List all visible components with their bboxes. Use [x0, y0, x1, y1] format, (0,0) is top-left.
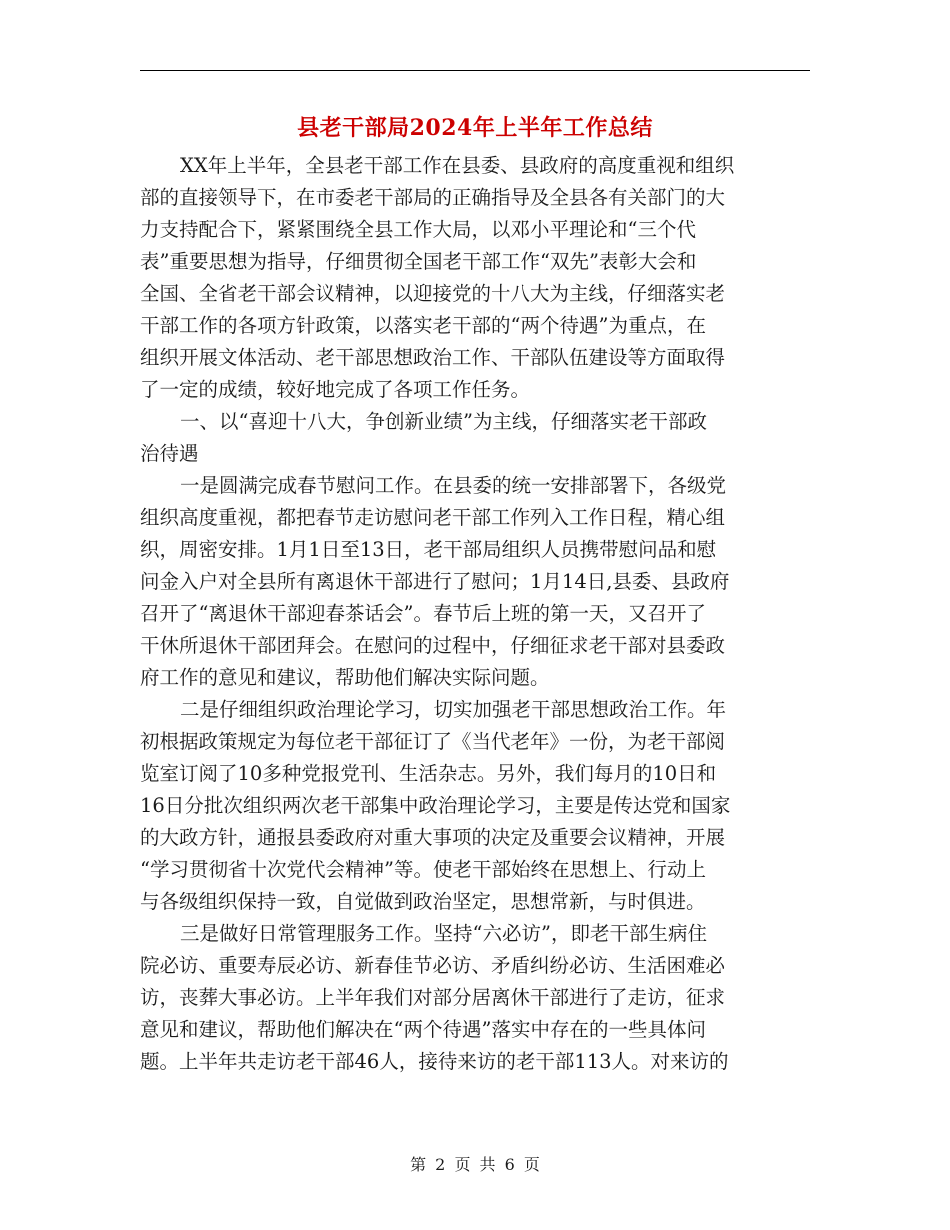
paragraph-line: 与各级组织保持一致，自觉做到政治坚定，思想常新，与时俱进。: [140, 890, 706, 913]
paragraph-line: 二是仔细组织政治理论学习，切实加强老干部思想政治工作。年: [180, 698, 727, 721]
paragraph-line: 干部工作的各项方针政策，以落实老干部的“两个待遇”为重点，在: [140, 314, 706, 337]
page-number: 第 2 页 共 6 页: [410, 1155, 540, 1174]
paragraph-line: 的大政方针，通报县委政府对重大事项的决定及重要会议精神，开展: [140, 826, 726, 849]
paragraph-line: 表”重要思想为指导，仔细贯彻全国老干部工作“双先”表彰大会和: [140, 250, 697, 273]
paragraph-line: 访，丧葬大事必访。上半年我们对部分居离休干部进行了走访，征求: [140, 986, 726, 1009]
section-heading-line: 治待遇: [140, 442, 199, 465]
paragraph-line: 全国、全省老干部会议精神，以迎接党的十八大为主线，仔细落实老: [140, 282, 726, 305]
section-heading-line: 一、以“喜迎十八大，争创新业绩”为主线，仔细落实老干部政: [180, 410, 707, 433]
document-body: [140, 150, 810, 1078]
paragraph-line: 了一定的成绩，较好地完成了各项工作任务。: [140, 378, 531, 401]
paragraph-line: 意见和建议，帮助他们解决在“两个待遇”落实中存在的一些具体问: [140, 1018, 706, 1041]
document-title: 县老干部局2024年上半年工作总结: [297, 115, 653, 141]
paragraph-line: 16日分批次组织两次老干部集中政治理论学习，主要是传达党和国家: [140, 794, 731, 817]
paragraph-line: XX年上半年，全县老干部工作在县委、县政府的高度重视和组织: [180, 154, 735, 177]
paragraph-line: 览室订阅了10多种党报党刊、生活杂志。另外，我们每月的10日和: [140, 762, 717, 785]
header-rule: [140, 70, 810, 71]
paragraph-line: 组织开展文体活动、老干部思想政治工作、干部队伍建设等方面取得: [140, 346, 726, 369]
paragraph-line: 干休所退休干部团拜会。在慰问的过程中，仔细征求老干部对县委政: [140, 634, 726, 657]
paragraph-line: 初根据政策规定为每位老干部征订了《当代老年》一份，为老干部阅: [140, 730, 726, 753]
paragraph-line: 三是做好日常管理服务工作。坚持“六必访”，即老干部生病住: [180, 922, 707, 945]
paragraph-line: 一是圆满完成春节慰问工作。在县委的统一安排部署下，各级党: [180, 474, 727, 497]
paragraph-line: 问金入户对全县所有离退休干部进行了慰问；1月14日,县委、县政府: [140, 570, 730, 593]
paragraph-line: 组织高度重视，都把春节走访慰问老干部工作列入工作日程，精心组: [140, 506, 726, 529]
paragraph-line: 部的直接领导下，在市委老干部局的正确指导及全县各有关部门的大: [140, 186, 726, 209]
paragraph-line: 织，周密安排。1月1日至13日，老干部局组织人员携带慰问品和慰: [140, 538, 717, 561]
paragraph-line: 题。上半年共走访老干部46人，接待来访的老干部113人。对来访的: [140, 1050, 729, 1073]
paragraph-line: 院必访、重要寿辰必访、新春佳节必访、矛盾纠纷必访、生活困难必: [140, 954, 726, 977]
paragraph-line: 召开了“离退休干部迎春茶话会”。春节后上班的第一天，又召开了: [140, 602, 706, 625]
paragraph-line: “学习贯彻省十次党代会精神”等。使老干部始终在思想上、行动上: [140, 858, 706, 881]
paragraph-line: 府工作的意见和建议，帮助他们解决实际问题。: [140, 666, 550, 689]
paragraph-line: 力支持配合下，紧紧围绕全县工作大局，以邓小平理论和“三个代: [140, 218, 696, 241]
